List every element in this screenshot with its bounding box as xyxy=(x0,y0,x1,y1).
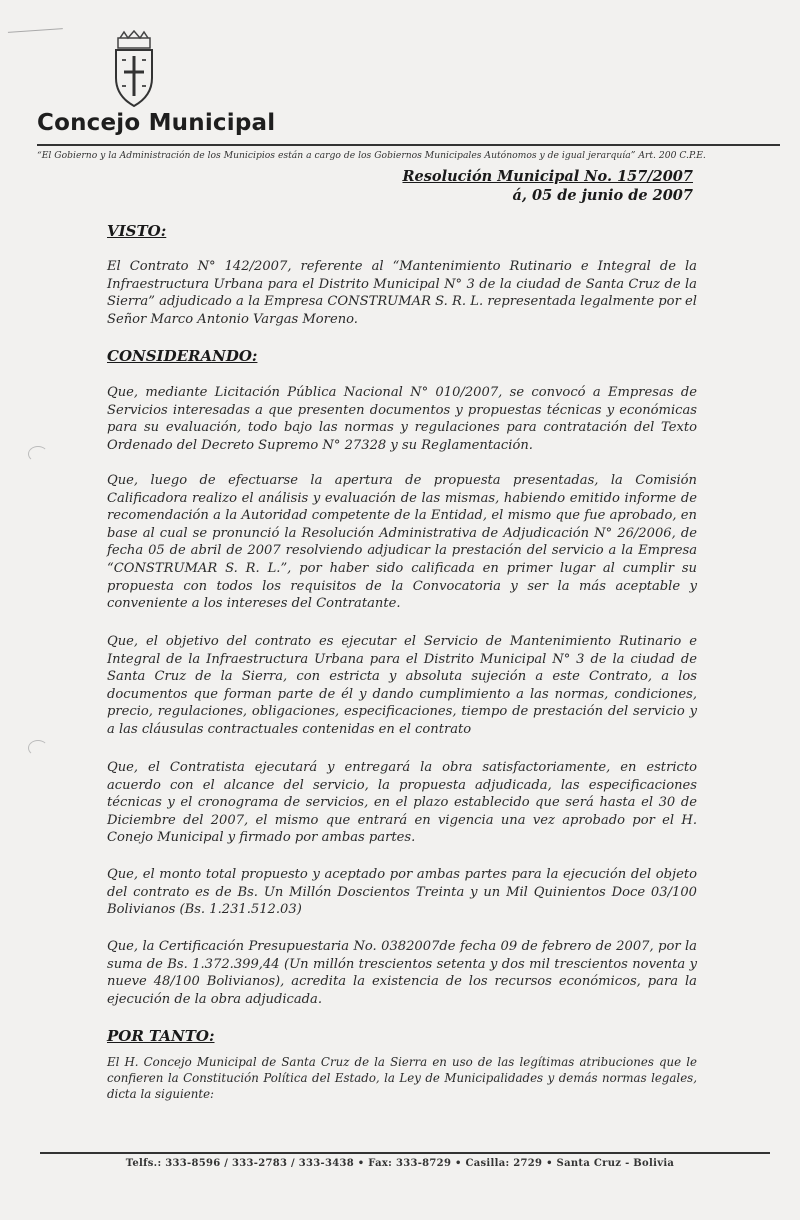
organization-title: Concejo Municipal xyxy=(37,110,276,136)
considerando-paragraph-3: Que, el objetivo del contrato es ejecutar el Servicio de Mantenimiento Rutinario e Integral de la Infraestructura Urbana para el Distrito Municipal N° 3 de la ciudad de Santa Cruz de la Sierra, con estricta y absoluta sujeción a este Contrato, a los documentos que forman parte de él y dando cumplimiento a las normas, condiciones, precio, regulaciones, obligaciones, especificaciones, tiempo de prestación del servicio y a las cláusulas contractuales contenidas en el contrato xyxy=(107,634,697,737)
considerando-paragraph-6: Que, la Certificación Presupuestaria No. 0382007de fecha 09 de febrero de 2007, por la suma de Bs. 1.372.399,44 (Un millón trescientos setenta y dos mil trescientos noventa y nueve 48/100 Bolivianos), acredita la existencia de los recursos económicos, para la ejecución de la obra adjudicada. xyxy=(107,939,697,1007)
considerando-paragraph-4: Que, el Contratista ejecutará y entregará la obra satisfactoriamente, en estricto acuerdo con el alcance del servicio, la propuesta adjudicada, las especificaciones técnicas y el cronograma de servicios, en el plazo establecido que será hasta el 30 de Diciembre del 2007, el mismo que entrará en vigencia una vez aprobado por el H. Conejo Municipal y firmado por ambas partes. xyxy=(107,760,697,846)
considerando-paragraph-2: Que, luego de efectuarse la apertura de propuesta presentadas, la Comisión Calificadora realizo el análisis y evaluación de las mismas, habiendo emitido informe de recomendación a la Autoridad competente de la Entidad, el mismo que fue aprobado, en base al cual se pronunció la Resolución Administrativa de Adjudicación N° 26/2006, de fecha 05 de abril de 2007 resolviendo adjudicar la prestación del servicio a la Empresa “CONSTRUMAR S. R. L.”, por haber sido calificada en primer lugar al cumplir su propuesta con todos los requisitos de la Convocatoria y ser la más aceptable y conveniente a los intereses del Contratante. xyxy=(107,473,697,612)
considerando-paragraph-5: Que, el monto total propuesto y aceptado por ambas partes para la ejecución del objeto del contrato es de Bs. Un Millón Doscientos Treinta y un Mil Quinientos Doce 03/100 Bolivianos (Bs. 1.231.512.03) xyxy=(107,867,697,918)
header-divider xyxy=(37,144,780,146)
resolution-number: Resolución Municipal No. 157/2007 xyxy=(402,168,693,185)
visto-heading: VISTO: xyxy=(107,222,167,240)
footer-divider xyxy=(40,1152,770,1154)
resolution-date: á, 05 de junio de 2007 xyxy=(512,187,693,204)
municipal-crest-icon xyxy=(112,30,156,110)
scan-mark xyxy=(8,28,63,37)
considerando-paragraph-1: Que, mediante Licitación Pública Nacional N° 010/2007, se convocó a Empresas de Servicios interesadas a que presenten documentos y propuestas técnicas y económicas para su evaluación, todo bajo las normas y regulaciones para contratación del Texto Ordenado del Decreto Supremo N° 27328 y su Reglamentación. xyxy=(107,385,697,453)
por-tanto-text: El H. Concejo Municipal de Santa Cruz de la Sierra en uso de las legítimas atribuciones que le confieren la Constitución Política del Estado, la Ley de Municipalidades y demás normas legales, dicta la siguiente: xyxy=(107,1055,697,1101)
por-tanto-heading: POR TANTO: xyxy=(107,1027,215,1045)
footer-contact: Telfs.: 333-8596 / 333-2783 / 333-3438 • Fax: 333-8729 • Casilla: 2729 • Santa Cruz - Bolivia xyxy=(125,1158,675,1169)
header-motto: “El Gobierno y la Administración de los Municipios están a cargo de los Gobiernos Municipales Autónomos y de igual jerarquía” Art. 200 C.P.E. xyxy=(37,150,706,161)
considerando-heading: CONSIDERANDO: xyxy=(107,347,258,365)
punch-hole xyxy=(28,446,48,462)
punch-hole xyxy=(28,740,48,756)
visto-text: El Contrato N° 142/2007, referente al “Mantenimiento Rutinario e Integral de la Infraestructura Urbana para el Distrito Municipal N° 3 de la ciudad de Santa Cruz de la Sierra” adjudicado a la Empresa CONSTRUMAR S. R. L. representada legalmente por el Señor Marco Antonio Vargas Moreno. xyxy=(107,259,697,327)
